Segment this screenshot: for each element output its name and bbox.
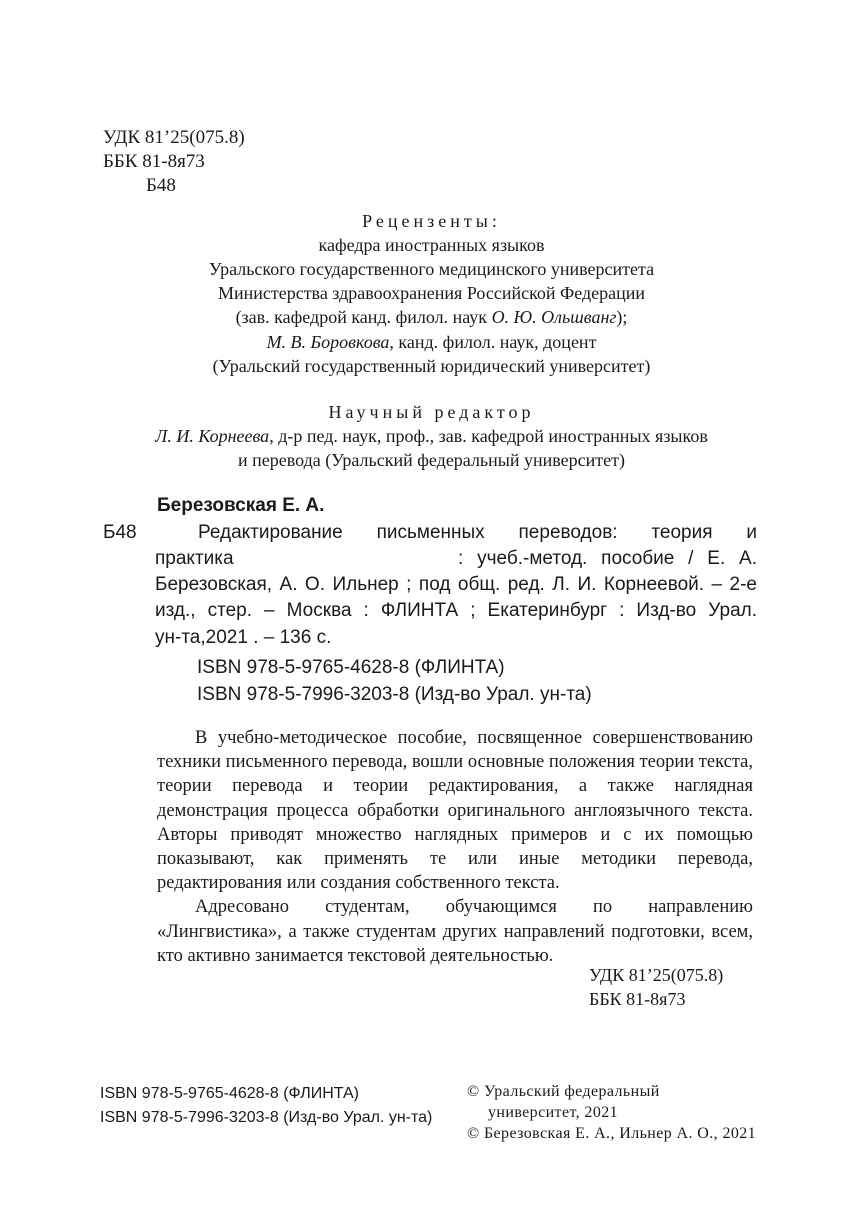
editor-name: Л. И. Корнеева bbox=[155, 426, 270, 446]
reviewer-person-title: , канд. филол. наук, доцент bbox=[389, 332, 597, 352]
bbk-code: ББК 81-8я73 bbox=[103, 151, 205, 172]
author-sign: Б48 bbox=[146, 175, 176, 196]
editor-line1 bbox=[0, 425, 863, 448]
editor-heading: Научный редактор bbox=[328, 402, 535, 422]
copyright-university-line1: © Уральский федеральный bbox=[467, 1083, 660, 1100]
record-line1: Редактирование письменных переводов: теория и bbox=[198, 522, 757, 543]
reviewers-heading: Рецензенты: bbox=[362, 211, 501, 231]
record-isbn1: ISBN 978-5-9765-4628-8 (ФЛИНТА) bbox=[197, 657, 505, 678]
abstract-bbk: ББК 81-8я73 bbox=[589, 989, 686, 1009]
record-isbn2: ISBN 978-5-7996-3203-8 (Изд-во Урал. ун-та) bbox=[197, 684, 592, 705]
copyright-university-line2: университет, 2021 bbox=[488, 1104, 619, 1121]
reviewer-dept-line3: Министерства здравоохранения Российской Федерации bbox=[217, 283, 646, 303]
editor-line2: и перевода (Уральский федеральный университет) bbox=[238, 450, 625, 470]
reviewer-dept-line2: Уральского государственного медицинского университета bbox=[208, 259, 655, 279]
footer-isbn2: ISBN 978-5-7996-3203-8 (Изд-во Урал. ун-та) bbox=[100, 1109, 433, 1126]
dept-head-prefix: (зав. кафедрой канд. филол. наук bbox=[235, 307, 488, 327]
abstract-udk: УДК 81’25(075.8) bbox=[589, 965, 724, 985]
record-line2-end: : учеб.-метод. пособие / Е. А. bbox=[458, 548, 757, 569]
reviewer-person-name: М. В. Боровкова bbox=[266, 332, 390, 352]
abstract bbox=[157, 726, 753, 968]
record-code: Б48 bbox=[103, 522, 137, 543]
record-author: Березовская Е. А. bbox=[157, 495, 325, 516]
abstract-paragraph-2: Адресовано студентам, обучающимся по направлению «Лингвистика», а также студентам других направлений подготовки, всем, кто активно занимается текстовой деятельностью. bbox=[157, 897, 753, 966]
reviewer-person bbox=[0, 331, 863, 354]
editor-title: , д-р пед. наук, проф., зав. кафедрой иностранных языков bbox=[269, 426, 708, 446]
dept-head-name: О. Ю. Ольшванг bbox=[491, 307, 617, 327]
record-line4: изд., стер. – Москва : ФЛИНТА ; Екатеринбург : Изд-во Урал. bbox=[155, 600, 757, 621]
dept-head-suffix: ); bbox=[616, 307, 628, 327]
record-line3: Березовская, А. О. Ильнер ; под общ. ред. Л. И. Корнеевой. – 2-е bbox=[155, 574, 757, 595]
udk-code: УДК 81’25(075.8) bbox=[103, 127, 245, 148]
reviewer-dept-line1: кафедра иностранных языков bbox=[318, 235, 545, 255]
copyright-authors: © Березовская Е. А., Ильнер А. О., 2021 bbox=[467, 1125, 757, 1142]
reviewer-dept-head bbox=[0, 306, 863, 329]
abstract-paragraph-1: В учебно-методическое пособие, посвященное совершенствованию техники письменного перевода, вошли основные положения теории текста, теории перевода и теории редактирования, а также наглядная демонстрация процесса обработки оригинального англоязычного текста. Авторы приводят множество наглядных примеров и с их помощью показывают, как применять те или иные методики перевода, редактирования или создания собственного текста. bbox=[157, 728, 753, 894]
footer-isbn1: ISBN 978-5-9765-4628-8 (ФЛИНТА) bbox=[100, 1085, 359, 1102]
record-line5: ун-та,2021 . – 136 с. bbox=[155, 627, 332, 648]
reviewer-person-org: (Уральский государственный юридический университет) bbox=[212, 356, 651, 376]
record-line2-start: практика bbox=[155, 548, 234, 569]
